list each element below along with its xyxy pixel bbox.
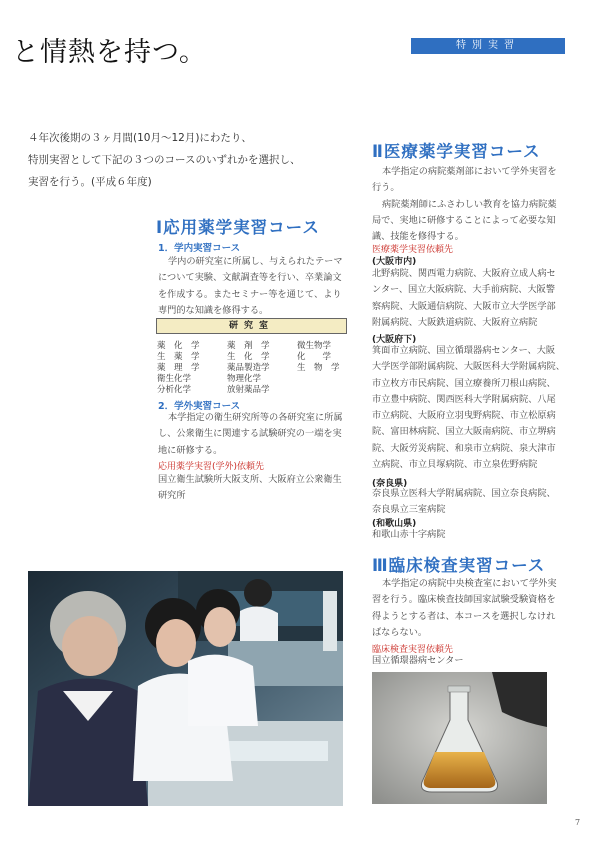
course3-title: Ⅲ臨床検査実習コース xyxy=(372,556,546,575)
body-line: 立病院、市立貝塚病院、市立泉佐野病院 xyxy=(372,459,538,471)
lab-cell: 微生物学 xyxy=(297,341,332,351)
body-line: 行う。 xyxy=(372,182,400,194)
body-line: 奈良県立三室病院 xyxy=(372,504,446,516)
body-line: 市立豊中病院、関西医科大学附属病院、八尾 xyxy=(372,393,556,405)
region-heading: (大阪府下) xyxy=(372,335,417,345)
body-line: 市立枚方市民病院、国立療養所刀根山病院、 xyxy=(372,377,556,389)
intro-line: ４年次後期の３ヶ月間(10月～12月)にわたり、 xyxy=(28,132,252,144)
region-list xyxy=(372,266,556,331)
body-line: 箕面市立病院、国立循環器病センター、大阪 xyxy=(372,345,556,356)
region-heading: (大阪市内) xyxy=(372,257,417,267)
course1-sec2-list xyxy=(158,472,342,505)
lab-cell: 生 薬 学 xyxy=(157,352,200,362)
body-line: 国立循環器病センター xyxy=(372,655,464,666)
body-line: 和歌山赤十字病院 xyxy=(372,529,446,540)
region-list xyxy=(372,527,446,543)
region-list xyxy=(372,343,565,473)
lab-cell: 生 化 学 xyxy=(227,352,270,362)
body-line: 察病院、大阪通信病院、大阪市立大学医学部 xyxy=(372,300,556,312)
course2-title: Ⅱ医療薬学実習コース xyxy=(372,142,541,161)
lab-cell: 薬 理 学 xyxy=(157,363,200,373)
course1-sec2-title: 2．学外実習コース xyxy=(158,401,241,412)
lab-cell: 放射薬品学 xyxy=(227,385,270,395)
course3-body xyxy=(372,576,557,641)
lab-cell: 薬 化 学 xyxy=(157,341,200,351)
body-line: 奈良県立医科大学附属病院、国立奈良病院、 xyxy=(372,488,556,499)
body-line: 院、富田林病院、国立大阪南病院、市立堺病 xyxy=(372,426,556,438)
body-line: 学内の研究室に所属し、与えられたテーマ xyxy=(168,256,343,267)
body-line: 局で、実地に研修することによって必要な知 xyxy=(372,214,556,226)
course1-sec2-red-heading: 応用薬学実習(学外)依頼先 xyxy=(158,462,265,472)
region-list xyxy=(372,486,556,519)
body-line: 市立病院、大阪府立羽曳野病院、市立松原病 xyxy=(372,410,556,422)
page-number: 7 xyxy=(575,818,581,827)
body-line: 附属病院、大阪鉄道病院、大阪府立病院 xyxy=(372,316,538,328)
body-line: 大学医学部附属病院、大阪医科大学附属病院、 xyxy=(372,361,565,373)
body-line: について実験、文献調査等を行い、卒業論文 xyxy=(158,272,342,284)
region-heading: (奈良県) xyxy=(372,479,408,489)
body-line: 病院薬剤師にふさわしい教育を協力病院薬 xyxy=(382,198,557,210)
body-line: 院、大阪労災病院、和泉市立病院、泉大津市 xyxy=(372,442,556,454)
body-line: 識、技能を修得する。 xyxy=(372,231,464,243)
region-heading: (和歌山県) xyxy=(372,519,417,529)
course1-title: Ⅰ応用薬学実習コース xyxy=(156,218,320,237)
lab-cell: 物理化学 xyxy=(227,374,262,384)
lab-cell: 分析化学 xyxy=(157,385,192,395)
course3-red-heading: 臨床検査実習依頼先 xyxy=(372,645,454,655)
body-line: 研究所 xyxy=(158,490,186,502)
lab-students-photo xyxy=(28,571,343,806)
course1-sec2-body xyxy=(158,410,343,459)
intro-text xyxy=(28,127,358,193)
course2-red-heading: 医療薬学実習依頼先 xyxy=(372,245,454,255)
course2-body xyxy=(372,164,557,245)
flask-photo xyxy=(372,672,547,804)
body-line: 本学指定の病院中央検査室において学外実 xyxy=(382,578,557,589)
intro-line: 実習を行う。(平成６年度) xyxy=(28,176,152,188)
lab-cell: 衛生化学 xyxy=(157,374,192,384)
body-line: 地に研修する。 xyxy=(158,444,223,456)
course1-sec1-title: 1．学内実習コース xyxy=(158,243,241,254)
body-line: 専門的な知識を修得する。 xyxy=(158,304,269,316)
body-line: 本学指定の病院薬剤部において学外実習を xyxy=(382,166,557,177)
lab-cell: 生 物 学 xyxy=(297,363,340,373)
lab-table xyxy=(157,339,347,401)
lab-cell: 薬 剤 学 xyxy=(227,341,270,351)
body-line: 北野病院、関西電力病院、大阪府立成人病セ xyxy=(372,268,556,279)
body-line: ばならない。 xyxy=(372,626,428,638)
course3-list xyxy=(372,653,464,669)
lab-cell: 化 学 xyxy=(297,352,332,362)
body-line: し、公衆衛生に関連する試験研究の一端を実 xyxy=(158,428,342,440)
lab-table-header: 研究室 xyxy=(156,318,347,334)
lab-cell: 薬品製造学 xyxy=(227,363,270,373)
intro-line: 特別実習として下記の３つのコースのいずれかを選択し、 xyxy=(28,154,301,166)
body-line: を作成する。またセミナー等を通じて、より xyxy=(158,288,342,300)
course1-sec1-body xyxy=(158,254,343,319)
page-title: と情熱を持つ。 xyxy=(12,37,207,68)
body-line: 本学指定の衛生研究所等の各研究室に所属 xyxy=(168,412,343,423)
body-line: 得ようとする者は、本コースを選択しなけれ xyxy=(372,610,556,622)
section-badge: 特別実習 xyxy=(411,38,565,54)
body-line: 習を行う。臨床検査技師国家試験受験資格を xyxy=(372,594,556,606)
body-line: 国立衛生試験所大阪支所、大阪府立公衆衛生 xyxy=(158,474,342,485)
body-line: ンター、国立大阪病院、大手前病院、大阪警 xyxy=(372,284,556,296)
